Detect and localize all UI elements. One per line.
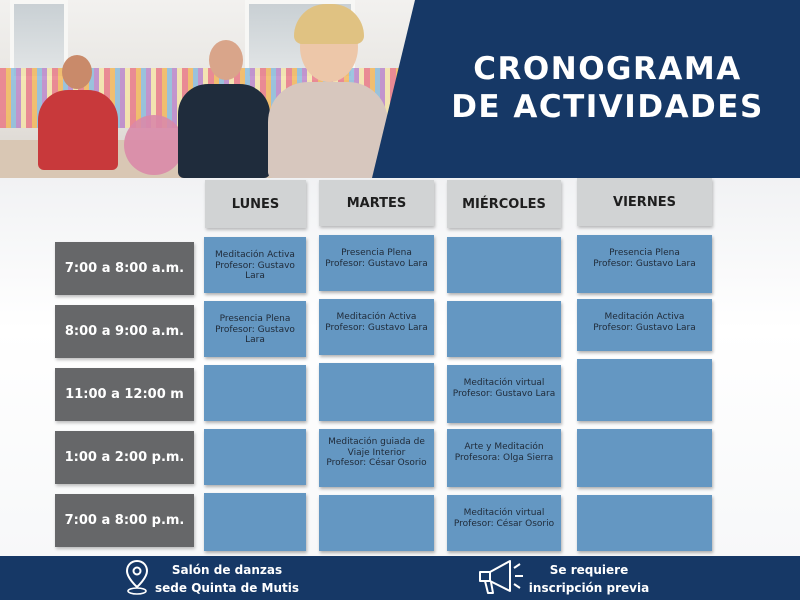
slot-miercoles-3 xyxy=(447,429,561,487)
slot-activity: Presencia Plena xyxy=(341,248,412,258)
slot-activity: Presencia Plena xyxy=(219,314,291,324)
time-label: 11:00 a 12:00 m xyxy=(55,368,194,421)
slot-teacher: Profesora: Olga Sierra xyxy=(454,452,554,463)
footer-bar xyxy=(0,556,800,600)
title-line-2: DE ACTIVIDADES xyxy=(451,89,764,125)
time-label: 7:00 a 8:00 p.m. xyxy=(55,494,194,547)
slot-teacher: Profesor: Gustavo Lara xyxy=(452,388,556,399)
slot-activity: Meditación Activa xyxy=(336,312,417,322)
slot-lunes-0 xyxy=(204,237,306,293)
slot-activity: Meditación guiada de Viaje Interior xyxy=(328,437,425,458)
page-title xyxy=(415,50,800,126)
slot-teacher: Profesor: Gustavo Lara xyxy=(593,322,696,333)
day-header-martes: MARTES xyxy=(319,180,434,226)
slot-lunes-1 xyxy=(204,301,306,357)
slot-martes-3 xyxy=(319,429,434,487)
time-label: 7:00 a 8:00 a.m. xyxy=(55,242,194,295)
slot-activity: Meditación Activa xyxy=(604,312,685,322)
notice-line-1: Se requiere xyxy=(549,563,629,577)
map-pin-icon xyxy=(124,559,150,597)
day-header-viernes: VIERNES xyxy=(577,178,712,226)
slot-teacher: Profesor: César Osorio xyxy=(453,518,555,529)
time-label: 1:00 a 2:00 p.m. xyxy=(55,431,194,484)
slot-miercoles-2 xyxy=(447,365,561,423)
slot-martes-2 xyxy=(319,363,434,421)
slot-viernes-4 xyxy=(577,495,712,551)
slot-activity: Presencia Plena xyxy=(609,248,680,258)
location-line-2: sede Quinta de Mutis xyxy=(155,581,299,595)
slot-teacher: Profesor: Gustavo Lara xyxy=(215,260,295,281)
footer-notice xyxy=(525,561,653,597)
exercise-ball xyxy=(124,115,184,175)
slot-teacher: Profesor: Gustavo Lara xyxy=(325,258,428,269)
slot-miercoles-4 xyxy=(447,495,561,551)
slot-teacher: Profesor: Gustavo Lara xyxy=(593,258,696,269)
slot-activity: Meditación Activa xyxy=(215,250,295,260)
slot-lunes-4 xyxy=(204,493,306,551)
slot-teacher: Profesor: Gustavo Lara xyxy=(325,322,428,333)
slot-lunes-3 xyxy=(204,429,306,485)
slot-teacher: Profesor: Gustavo Lara xyxy=(215,324,295,345)
day-header-miercoles: MIÉRCOLES xyxy=(447,180,561,228)
day-header-lunes: LUNES xyxy=(205,180,306,228)
time-label: 8:00 a 9:00 a.m. xyxy=(55,305,194,358)
slot-viernes-2 xyxy=(577,359,712,421)
footer-location xyxy=(152,561,302,597)
slot-teacher: Profesor: César Osorio xyxy=(326,458,427,468)
slot-martes-0 xyxy=(319,235,434,291)
slot-martes-4 xyxy=(319,495,434,551)
slot-activity: Meditación virtual xyxy=(463,378,545,388)
slot-viernes-3 xyxy=(577,429,712,487)
title-line-1: CRONOGRAMA xyxy=(473,51,742,87)
location-line-1: Salón de danzas xyxy=(171,563,283,577)
slot-lunes-2 xyxy=(204,365,306,421)
slot-miercoles-0 xyxy=(447,237,561,293)
person-left xyxy=(62,55,92,89)
slot-viernes-0 xyxy=(577,235,712,293)
slot-martes-1 xyxy=(319,299,434,355)
notice-line-2: inscripción previa xyxy=(528,581,650,595)
slot-viernes-1 xyxy=(577,299,712,351)
slot-activity: Arte y Meditación xyxy=(464,442,544,452)
slot-miercoles-1 xyxy=(447,301,561,357)
slot-activity: Meditación virtual xyxy=(463,508,545,518)
megaphone-icon xyxy=(476,557,528,597)
person-middle xyxy=(209,40,243,80)
